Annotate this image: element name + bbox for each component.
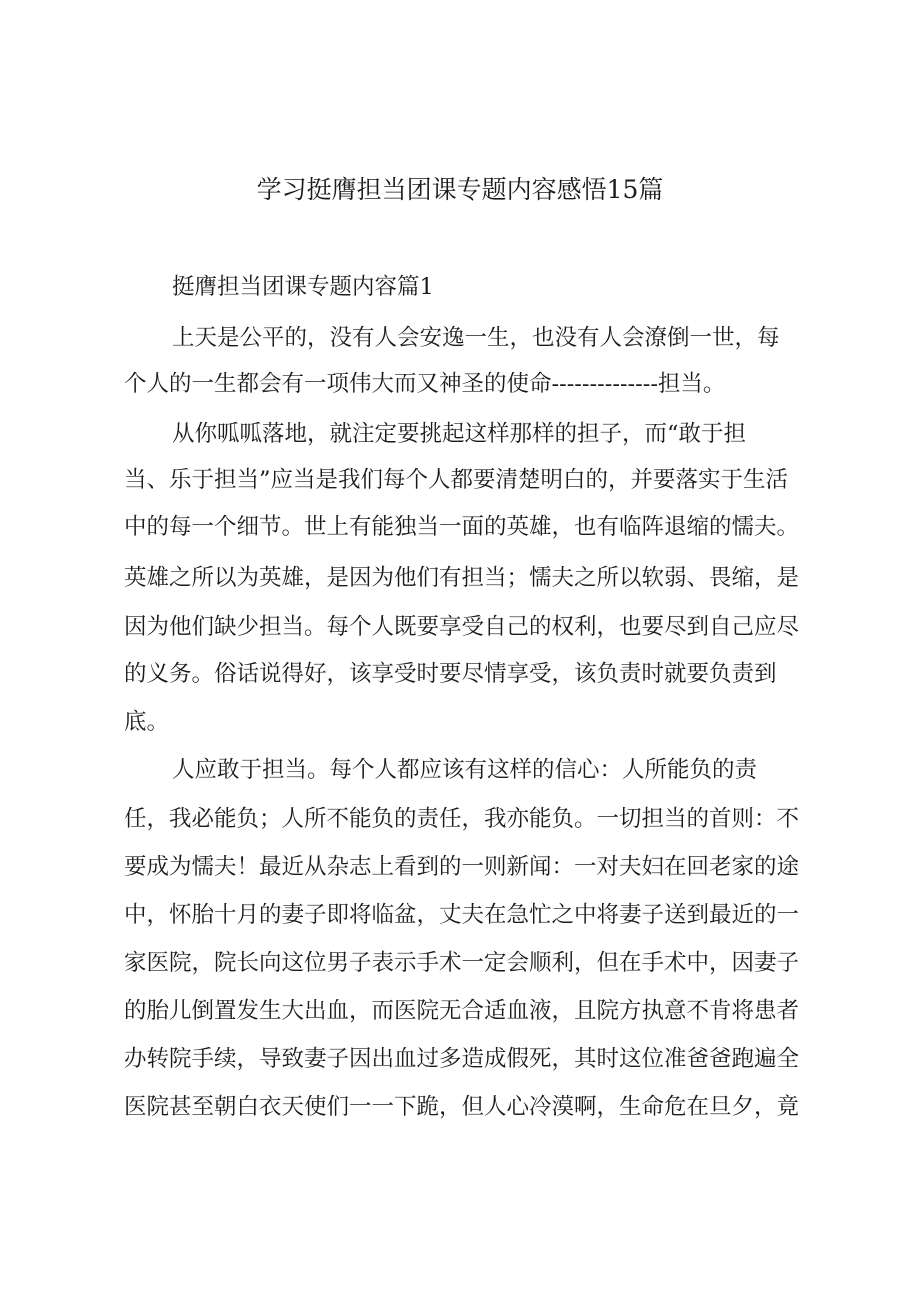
paragraph-line: 个人的一生都会有一项伟大而又神圣的使命--------------担当。 <box>124 371 726 397</box>
paragraph-line: 的义务。俗话说得好，该享受时要尽情享受，该负责时就要负责到 <box>124 661 777 687</box>
paragraph-line: 人应敢于担当。每个人都应该有这样的信心：人所能负的责 <box>172 757 758 783</box>
paragraph-line: 要成为懦夫！最近从杂志上看到的一则新闻：一对夫妇在回老家的途 <box>124 854 800 880</box>
paragraph-line: 家医院，院长向这位男子表示手术一定会顺利，但在手术中，因妻子 <box>124 950 800 976</box>
paragraph-line: 底。 <box>124 709 170 735</box>
paragraph-line: 当、乐于担当”应当是我们每个人都要清楚明白的，并要落实于生活 <box>124 467 789 493</box>
document-title: 学习挺膺担当团课专题内容感悟15篇 <box>256 175 664 204</box>
paragraph-line: 因为他们缺少担当。每个人既要享受自己的权利，也要尽到自己应尽 <box>124 614 800 640</box>
paragraph-line: 中的每一个细节。世上有能独当一面的英雄，也有临阵退缩的懦夫。 <box>124 514 800 540</box>
paragraph-line: 的胎儿倒置发生大出血，而医院无合适血液，且院方执意不肯将患者 <box>124 998 800 1024</box>
section-heading: 挺膺担当团课专题内容篇1 <box>172 274 434 300</box>
paragraph-line: 办转院手续，导致妻子因出血过多造成假死，其时这位准爸爸跑遍全 <box>124 1046 800 1072</box>
paragraph-line: 医院甚至朝白衣天使们一一下跪，但人心冷漠啊，生命危在旦夕，竟 <box>124 1094 800 1120</box>
paragraph-line: 上天是公平的，没有人会安逸一生，也没有人会潦倒一世，每 <box>172 325 780 351</box>
paragraph-line: 从你呱呱落地，就注定要挑起这样那样的担子，而“敢于担 <box>172 421 747 447</box>
paragraph-line: 中，怀胎十月的妻子即将临盆，丈夫在急忙之中将妻子送到最近的一 <box>124 902 800 928</box>
paragraph-line: 英雄之所以为英雄，是因为他们有担当；懦夫之所以软弱、畏缩，是 <box>124 565 800 591</box>
paragraph-line: 任，我必能负；人所不能负的责任，我亦能负。一切担当的首则：不 <box>124 806 800 832</box>
